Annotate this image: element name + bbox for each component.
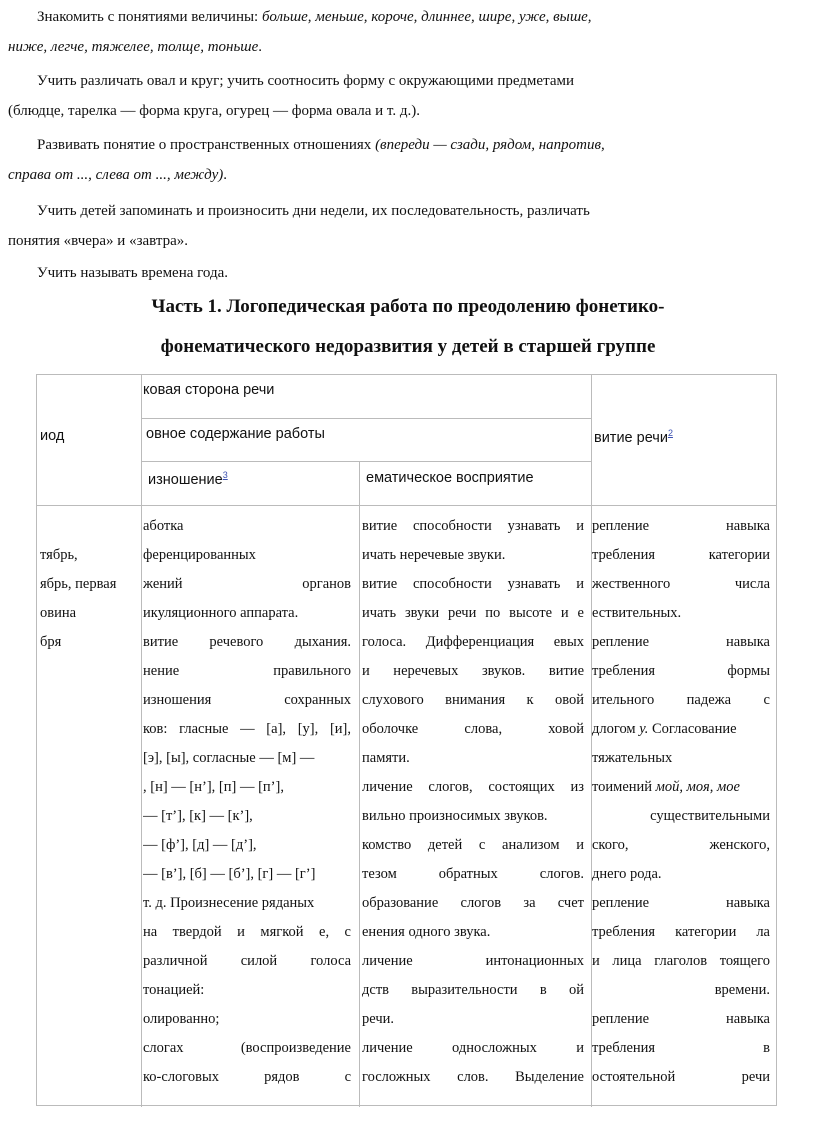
intro-p5-text: Учить называть времена года. <box>37 265 229 281</box>
intro-p1-italic-2: ниже, легче, тяжелее, толще, тоньше <box>8 39 259 55</box>
pronunciation-column <box>143 512 351 1092</box>
dev-line-mixed <box>592 773 770 802</box>
phon-line: личение слогов, состоящих из <box>362 779 584 795</box>
pron-line: жений органов <box>143 576 351 592</box>
phon-line: речи. <box>362 1011 395 1027</box>
phon-line: личение односложных и <box>362 1040 584 1056</box>
dev-line: и лица глаголов тоящего <box>592 953 770 969</box>
table-col-divider-2 <box>359 461 360 1107</box>
table-header-line-2 <box>141 461 591 462</box>
period-line: тябрь, <box>40 547 78 563</box>
dev-line-part: тоимений <box>592 779 656 795</box>
dev-line: тяжательных <box>592 750 673 766</box>
phon-line: образование слогов за счет <box>362 895 584 911</box>
pron-line: ференцированных <box>143 547 256 563</box>
dev-line: существительными <box>650 808 770 824</box>
pron-line: — [т’], [к] — [к’], <box>143 808 253 824</box>
pron-line: икуляционного аппарата. <box>143 605 299 621</box>
dev-line: днего рода. <box>592 866 662 882</box>
period-column <box>40 541 135 657</box>
pron-line: аботка <box>143 518 184 534</box>
dev-line: времени. <box>714 982 770 998</box>
header-phonemic: ематическое восприятие <box>366 470 534 486</box>
phon-line: ичать неречевые звуки. <box>362 547 506 563</box>
period-line: бря <box>40 634 62 650</box>
intro-p1-italic: больше, меньше, короче, длиннее, шире, уже, выше, <box>261 9 592 25</box>
pron-line: различной силой голоса <box>143 953 351 969</box>
header-pronunciation <box>148 470 228 488</box>
phon-line: слухового внимания к овой <box>362 692 584 708</box>
header-pronunciation-label: изношение <box>148 471 223 488</box>
header-development <box>594 428 673 446</box>
phon-line: личение интонационных <box>362 953 584 969</box>
pron-line: ков: гласные — [а], [у], [и], <box>143 721 351 737</box>
footnote-link-2[interactable]: 2 <box>667 428 673 438</box>
phon-line: ичать звуки речи по высоте и е <box>362 605 584 621</box>
header-period: иод <box>40 428 65 444</box>
pron-line: изношения сохранных <box>143 692 351 708</box>
table-header-line-3 <box>37 505 776 506</box>
phon-line: госложных слов. Выделение <box>362 1069 584 1085</box>
pron-line: ко-слоговых рядов с <box>143 1069 351 1085</box>
pron-line: слогах (воспроизведение <box>143 1040 351 1056</box>
intro-p3-text: Развивать понятие о пространственных отношениях <box>37 137 376 153</box>
phon-line: енения одного звука. <box>362 924 491 940</box>
intro-paragraph-3 <box>8 130 770 190</box>
phon-line: комство детей с анализом и <box>362 837 584 853</box>
dev-line: ительного падежа с <box>592 692 770 708</box>
phon-line: оболочке слова, ховой <box>362 721 584 737</box>
intro-p2-line1: Учить различать овал и круг; учить соотносить форму с окружающими предметами <box>37 73 574 89</box>
phonemic-column <box>362 512 584 1092</box>
pron-line: [э], [ы], согласные — [м] — <box>143 750 315 766</box>
period-line: овина <box>40 605 77 621</box>
dev-line: репление навыка <box>592 1011 770 1027</box>
phon-line: голоса. Дифференциация евых <box>362 634 584 650</box>
dev-line-part: длогом <box>592 721 640 737</box>
header-sound-side: ковая сторона речи <box>143 382 275 398</box>
intro-p1-text: Знакомить с понятиями величины: <box>37 9 262 25</box>
dev-line: репление навыка <box>592 895 770 911</box>
pron-line: т. д. Произнесение ряданых <box>143 895 315 911</box>
phon-line: и неречевых звуков. витие <box>362 663 584 679</box>
pron-line: тонацией: <box>143 982 205 998</box>
intro-p2-line2: (блюдце, тарелка — форма круга, огурец — форма овала и т. д.). <box>8 103 420 119</box>
phon-line: дств выразительности в ой <box>362 982 584 998</box>
dev-line-italic: у. <box>639 721 649 737</box>
pron-line: на твердой и мягкой е, с <box>143 924 351 940</box>
dev-line-part: Согласование <box>648 721 737 737</box>
dev-line: требления формы <box>592 663 770 679</box>
table-col-divider-1 <box>141 375 142 1107</box>
dev-line: жественного числа <box>592 576 770 592</box>
dev-line-mixed <box>592 715 770 744</box>
development-column <box>592 512 770 1092</box>
table-header-line-1 <box>141 418 591 419</box>
footnote-link-3[interactable]: 3 <box>222 470 228 480</box>
intro-p3-italic: (впереди — сзади, рядом, напротив, <box>375 137 605 153</box>
phon-line: витие способности узнавать и <box>362 576 584 592</box>
intro-p1-end: . <box>258 39 263 55</box>
header-main-content: овное содержание работы <box>146 426 325 442</box>
intro-paragraph-2 <box>8 66 770 126</box>
phon-line: витие способности узнавать и <box>362 518 584 534</box>
phon-line: тезом обратных слогов. <box>362 866 584 882</box>
pron-line: нение правильного <box>143 663 351 679</box>
dev-line: ского, женского, <box>592 837 770 853</box>
period-line: ябрь, первая <box>40 576 117 592</box>
dev-line: ествительных. <box>592 605 682 621</box>
dev-line: требления в <box>592 1040 770 1056</box>
dev-line: требления категории <box>592 547 770 563</box>
dev-line-italic: мой, моя, мое <box>655 779 740 795</box>
pron-line: олированно; <box>143 1011 220 1027</box>
dev-line: требления категории ла <box>592 924 770 940</box>
section-heading-line2: фонематического недоразвития у детей в старшей группе <box>160 336 656 357</box>
phon-line: вильно произносимых звуков. <box>362 808 548 824</box>
pron-line: , [н] — [н’], [п] — [п’], <box>143 779 284 795</box>
intro-paragraph-1 <box>8 2 770 62</box>
header-development-label: витие речи <box>594 429 668 446</box>
intro-paragraph-4 <box>8 196 770 256</box>
intro-p3-end: . <box>223 167 227 183</box>
dev-line: репление навыка <box>592 634 770 650</box>
intro-p4-line1: Учить детей запоминать и произносить дни недели, их последовательность, различать <box>37 203 590 219</box>
pron-line: — [ф’], [д] — [д’], <box>143 837 257 853</box>
intro-p3-italic-2: справа от ..., слева от ..., между) <box>8 167 224 183</box>
pron-line: — [в’], [б] — [б’], [г] — [г’] <box>143 866 316 882</box>
section-heading-line1: Часть 1. Логопедическая работа по преодолению фонетико- <box>151 296 665 317</box>
phon-line: памяти. <box>362 750 410 766</box>
pron-line: витие речевого дыхания. <box>143 634 351 650</box>
dev-line: репление навыка <box>592 518 770 534</box>
intro-p4-line2: понятия «вчера» и «завтра». <box>8 233 189 249</box>
dev-line: остоятельной речи <box>592 1069 770 1085</box>
intro-paragraph-5 <box>8 258 770 288</box>
